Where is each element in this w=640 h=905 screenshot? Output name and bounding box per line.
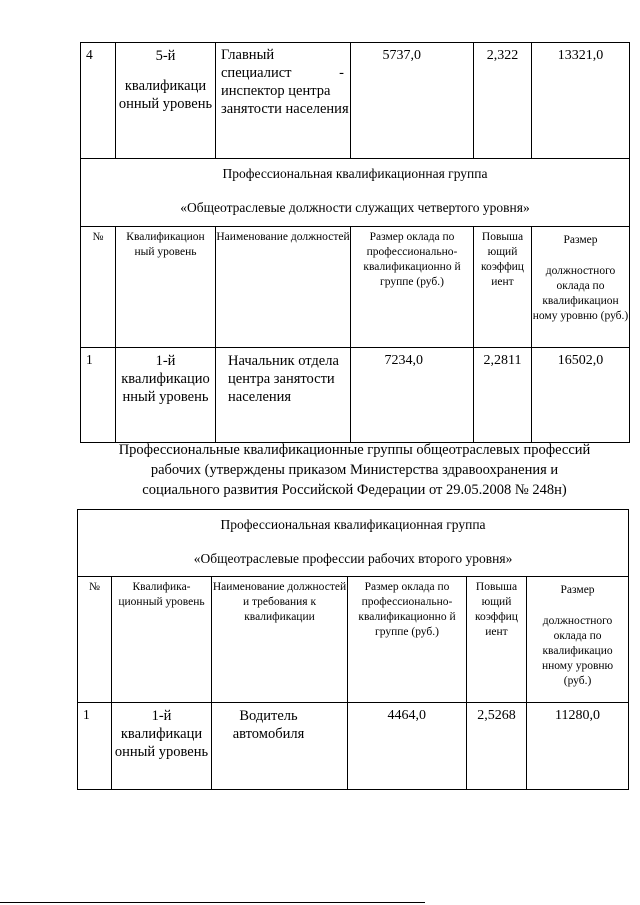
official-salary: 13321,0 bbox=[532, 43, 630, 159]
position-name bbox=[216, 43, 351, 159]
group-name: «Общеотраслевые должности служащих четвертого уровня» bbox=[180, 200, 530, 215]
salary-table-workers bbox=[77, 509, 629, 790]
header-level: Квалификацион ный уровень bbox=[116, 227, 216, 348]
qualification-group bbox=[78, 510, 629, 577]
caption-line2: рабочих (утверждены приказом Министерства здравоохранения и bbox=[150, 462, 559, 478]
qualification-group bbox=[81, 159, 630, 227]
base-salary: 4464,0 bbox=[348, 703, 467, 790]
group-name: «Общеотраслевые профессии рабочих второго уровня» bbox=[193, 551, 513, 566]
group-title: Профессиональная квалификационная группа bbox=[222, 166, 488, 181]
position-name: Водитель автомобиля bbox=[212, 703, 348, 790]
footer-rule bbox=[0, 902, 425, 903]
base-salary: 7234,0 bbox=[351, 348, 474, 443]
header-official-line2: должностного оклада по квалификацион ному уровню (руб.) bbox=[532, 265, 629, 322]
column-header-row bbox=[81, 227, 630, 348]
qualification-level bbox=[116, 43, 216, 159]
header-official-line2: должностного оклада по квалификацио нному уровню (руб.) bbox=[541, 615, 614, 687]
header-salary: Размер оклада по профессионально-квалификационно й группе (руб.) bbox=[351, 227, 474, 348]
group-title: Профессиональная квалификационная группа bbox=[220, 517, 486, 532]
caption-line1: Профессиональные квалификационные группы общеотраслевых профессий bbox=[118, 442, 591, 458]
section-caption bbox=[80, 440, 629, 500]
header-coefficient: Повыша ющий коэффиц иент bbox=[467, 577, 527, 703]
header-position: Наименование должностей и требования к квалификации bbox=[212, 577, 348, 703]
header-level: Квалифика-ционный уровень bbox=[112, 577, 212, 703]
header-salary: Размер оклада по профессионально-квалификационно й группе (руб.) bbox=[348, 577, 467, 703]
level-label: квалификаци онный уровень bbox=[118, 78, 213, 112]
header-official-salary bbox=[527, 577, 629, 703]
group-header-row bbox=[81, 159, 630, 227]
position-name: Начальник отдела центра занятости населения bbox=[216, 348, 351, 443]
qualification-level: 1-й квалификацио нный уровень bbox=[116, 348, 216, 443]
header-position: Наименование должностей bbox=[216, 227, 351, 348]
official-salary: 11280,0 bbox=[527, 703, 629, 790]
position-rest: инспектор центра занятости населения bbox=[221, 83, 349, 117]
coefficient: 2,322 bbox=[474, 43, 532, 159]
base-salary: 5737,0 bbox=[351, 43, 474, 159]
group-header-row bbox=[78, 510, 629, 577]
header-coefficient: Повыша ющий коэффиц иент bbox=[474, 227, 532, 348]
header-official-salary bbox=[532, 227, 630, 348]
row-number: 1 bbox=[81, 348, 116, 443]
column-header-row bbox=[78, 577, 629, 703]
table-row bbox=[81, 43, 630, 159]
salary-table-servants bbox=[80, 42, 630, 443]
table-row bbox=[81, 348, 630, 443]
row-number: 4 bbox=[81, 43, 116, 159]
position-title: Главный специалист bbox=[221, 47, 292, 81]
qualification-level: 1-й квалификаци онный уровень bbox=[112, 703, 212, 790]
header-official-line1: Размер bbox=[560, 584, 595, 596]
table-row bbox=[78, 703, 629, 790]
level-number: 5-й bbox=[155, 48, 176, 64]
caption-line3: социального развития Российской Федерации от 29.05.2008 № 248н) bbox=[142, 482, 567, 498]
row-number: 1 bbox=[78, 703, 112, 790]
coefficient: 2,2811 bbox=[474, 348, 532, 443]
position-dash: - bbox=[339, 65, 344, 81]
coefficient: 2,5268 bbox=[467, 703, 527, 790]
header-num: № bbox=[78, 577, 112, 703]
official-salary: 16502,0 bbox=[532, 348, 630, 443]
header-official-line1: Размер bbox=[563, 234, 598, 246]
header-num: № bbox=[81, 227, 116, 348]
